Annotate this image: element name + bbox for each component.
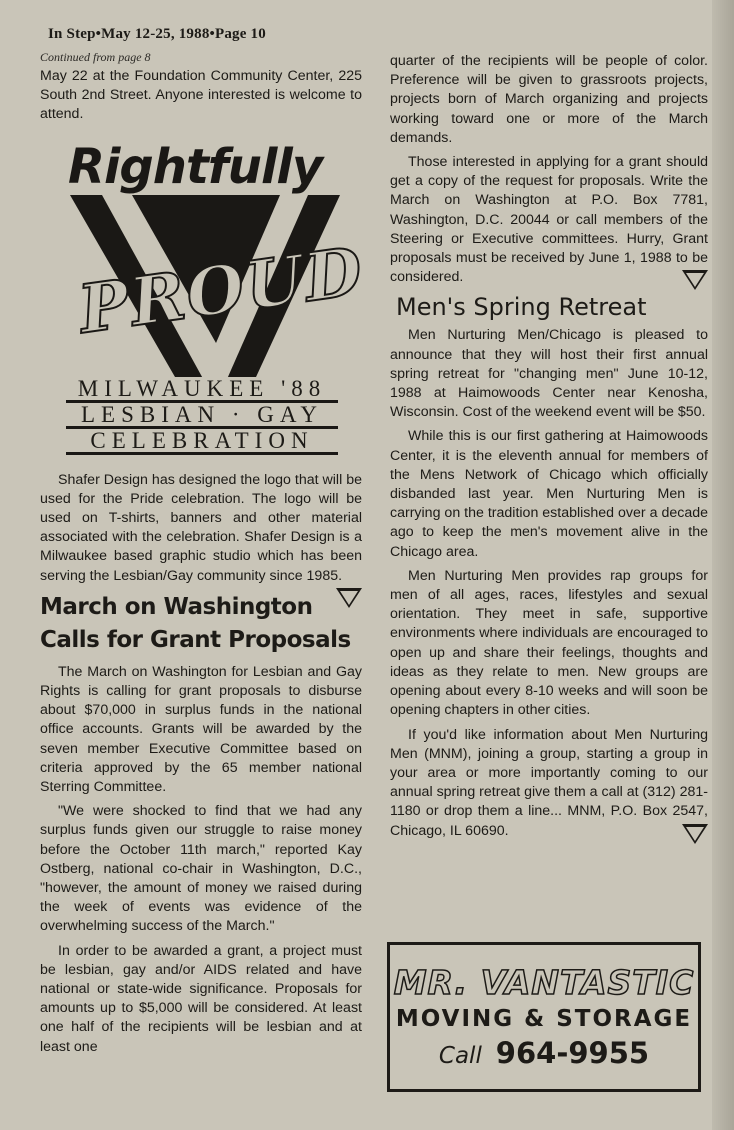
- logo-line-2: LESBIAN · GAY: [66, 403, 338, 429]
- ad-brand-logo: MR. VANTASTIC: [393, 963, 695, 1002]
- moving-ad: [387, 942, 701, 1092]
- shafer-paragraph: Shafer Design has designed the logo that will be used for the Pride celebration. The logo will be used on T-shirts, banners and other material associated with the celebration. Shafer Design is a Milwaukee based graphic studio which has been serving the Lesbian/Gay community since 1985.: [40, 471, 362, 586]
- left-column: [40, 50, 369, 1062]
- page-header: In Step•May 12-25, 1988•Page 10: [48, 26, 266, 42]
- march-paragraph-3: In order to be awarded a grant, a project must be lesbian, gay and/or AIDS related and have national or state-wide significance. Proposals for amounts up to $5,000 will be considered. At least one half of the recipients will be lesbian and at least one: [40, 942, 362, 1055]
- retreat-headline: Men's Spring Retreat: [396, 293, 647, 322]
- intro-paragraph: May 22 at the Foundation Community Center, 225 South 2nd Street. Anyone interested is welcome to attend.: [40, 68, 362, 123]
- march-paragraph-5: Those interested in applying for a grant should get a copy of the request for proposals. Write the March on Washington at P.O. Box 7781, Washington, D.C. 20044 or call members of the Steering or Executive committees. Hurry, Grant proposals must be received by June 1, 1988 to be considered.: [390, 153, 708, 287]
- retreat-paragraph-4: If you'd like information about Men Nurturing Men (MNM), joining a group, starting a group in your area or more importantly coming to our annual spring retreat give them a call at (312) 281-1180 or drop them a line... MNM, P.O. Box 2547, Chicago, IL 60690.: [390, 726, 708, 841]
- retreat-paragraph-2: While this is our first gathering at Haimowoods Center, it is the eleventh annual for members of the Mens Network of Chicago which officially disbanded last year. Men Nurturing Men is carrying on the tradition established over a decade ago to keep the men's movement alive in the Chicago area.: [390, 428, 708, 560]
- march-paragraph-4: quarter of the recipients will be people of color. Preference will be given to grassroots projects, projects born of March organizing and projects working toward one or more of the March demands.: [390, 53, 708, 146]
- logo-text-lines: [66, 377, 338, 455]
- end-mark-icon: [336, 588, 362, 608]
- logo-script-word: PROUD: [73, 231, 369, 349]
- logo-title: Rightfully: [68, 138, 323, 195]
- logo-line-1: MILWAUKEE '88: [66, 377, 338, 403]
- ad-service-line: MOVING & STORAGE: [395, 1006, 693, 1032]
- end-mark-icon: [682, 270, 708, 290]
- march-paragraph-2: "We were shocked to find that we had any surplus funds given our struggle to raise money before the October 11th march," reported Kay Ostberg, national co-chair in Washington, D.C., "however, the amount of money we raised during the week of events was evidence of the overwhelming success of the March.": [40, 803, 362, 935]
- end-mark-icon: [682, 824, 708, 844]
- retreat-paragraph-1: Men Nurturing Men/Chicago is pleased to announce that they will host their first annual spring retreat for "changing men" June 10-12, 1988 at Haimowoods Center near Kenosha, Wisconsin. Cost of the weekend event will be $50.: [390, 327, 708, 421]
- retreat-paragraph-3: Men Nurturing Men provides rap groups for men of all ages, races, lifestyles and sexual orientation. They meet in safe, supportive environments where individuals are encouraged to open up and share their feelings, thoughts and ideas as they relate to men. New groups are opening about every 8-10 weeks and will soon be opening chapters in other cities.: [390, 567, 708, 719]
- right-column: [390, 52, 708, 846]
- ad-call-line: [390, 1036, 698, 1070]
- page-edge: [712, 0, 734, 1130]
- march-headline: March on Washington Calls for Grant Proposals: [40, 593, 351, 653]
- ad-call-label: Call: [438, 1043, 482, 1069]
- pride-logo: [40, 133, 369, 463]
- ad-phone: 964-9955: [495, 1036, 650, 1070]
- continued-note: Continued from page 8: [40, 50, 151, 64]
- logo-line-3: CELEBRATION: [66, 429, 338, 455]
- march-paragraph-1: The March on Washington for Lesbian and Gay Rights is calling for grant proposals to disburse about $70,000 in surplus funds in the national office accounts. Grants will be awarded by the seven member Executive Committee based on criteria approved by the 65 member national Sterring Committee.: [40, 663, 362, 796]
